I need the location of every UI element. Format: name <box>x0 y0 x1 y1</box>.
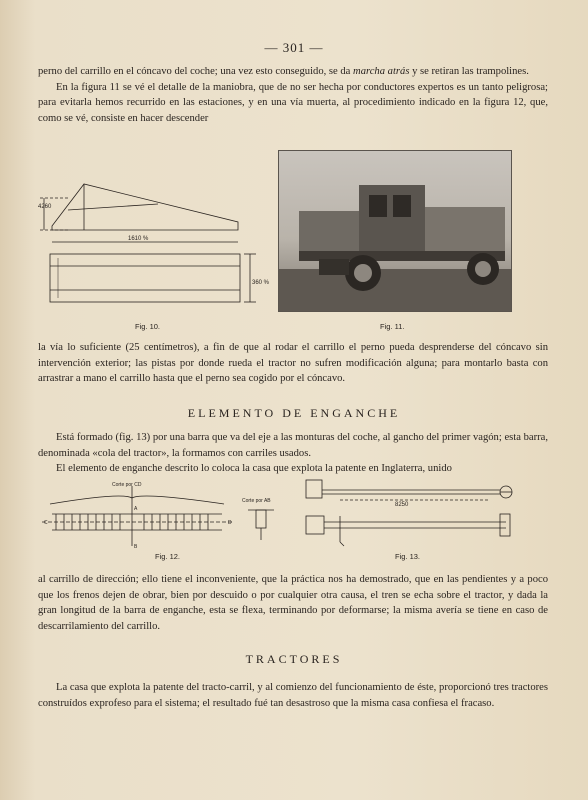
paragraph-tractores-text: La casa que explota la patente del tracto-carril, y al comienzo del funcionamiento de éste, proporcionó tres tractores construídos exprofeso para el sistema; el resultado fué tan desastroso que la misma casa confiesa el fracaso. <box>38 682 548 709</box>
page-number: — 301 — <box>264 40 324 55</box>
paragraph-enganche-2: El elemento de enganche descrito lo coloca la casa que explota la patente en Inglaterra, unido <box>56 463 452 475</box>
paragraph-figura-11: En la figura 11 se vé el detalle de la maniobra, que de no ser hecha por conductores expertos es un tanto peligrosa; para evitarla hemos recurrido en las estaciones, y en una vía muerta, al procedimiento indicado en la figura 12, que, como se vé, consiste en hacer descender <box>38 81 548 124</box>
paragraph-enganche-1: Está formado (fig. 13) por una barra que va del eje a las monturas del coche, al gancho del primer vagón; esta barra, denominada «cola del tractor», la formamos con carriles usados. <box>38 432 548 459</box>
label-corte-cd: Corte por CD <box>112 482 142 488</box>
letter-a: A <box>134 506 138 512</box>
heading-elemento-enganche: ELEMENTO DE ENGANCHE <box>187 406 401 420</box>
figure-13-drawing <box>300 476 532 550</box>
dim-8250: 8250 <box>395 502 409 508</box>
marcha-atras-text: marcha atrás <box>353 66 410 77</box>
figure-12-drawing <box>42 478 288 552</box>
heading-tractores: TRACTORES <box>245 652 343 666</box>
letter-b: B <box>134 544 138 550</box>
paragraph-via: la vía lo suficiente (25 centímetros), a fin de que al rodar el carrillo el perno pueda desprenderse del cóncavo sin intervención exterior; las pistas por donde rueda el tractor no sufren modificación alguna; para montarlo basta con arrastrar a mano el carrillo hasta que el perno sea cogido por el cóncavo. <box>38 342 548 385</box>
fig10-caption: Fig. 10. <box>135 322 161 331</box>
fig13-caption: Fig. 13. <box>395 552 421 561</box>
figure-11-photo <box>278 150 512 312</box>
label-corte-ab: Corte por AB <box>242 498 271 504</box>
text-line: y se retiran las trampolines. <box>409 66 529 77</box>
letter-d: D <box>228 520 232 526</box>
text-line: perno del carrillo en el cóncavo del coche; una vez esto conseguido, se da <box>38 66 354 77</box>
paragraph-tractores <box>38 680 548 711</box>
letter-c: C <box>44 520 48 526</box>
paragraph-maniobra <box>38 64 548 126</box>
dim-width: 1610 % <box>128 236 149 242</box>
dim-side: 360 % <box>252 280 270 286</box>
figure-10-drawing <box>38 180 274 320</box>
fig11-caption: Fig. 11. <box>380 322 405 331</box>
truck-illustration <box>279 151 511 311</box>
paragraph-carrillo-direccion: al carrillo de dirección; ello tiene el inconveniente, que la práctica nos ha demostrado, que en las pendientes y a poco que los frenos dejen de obrar, bien por descuido o por cualquier otra causa, el tren se echa sobre el tractor, y dada la gran longitud de la barra de enganche, esta se flexa, terminando por deformarse; la misma avería se tiene en caso de descarrilamiento del carrillo. <box>38 574 548 632</box>
fig12-caption: Fig. 12. <box>155 552 181 561</box>
dim-top: 4260 <box>38 204 52 210</box>
paragraph-enganche <box>38 430 548 477</box>
